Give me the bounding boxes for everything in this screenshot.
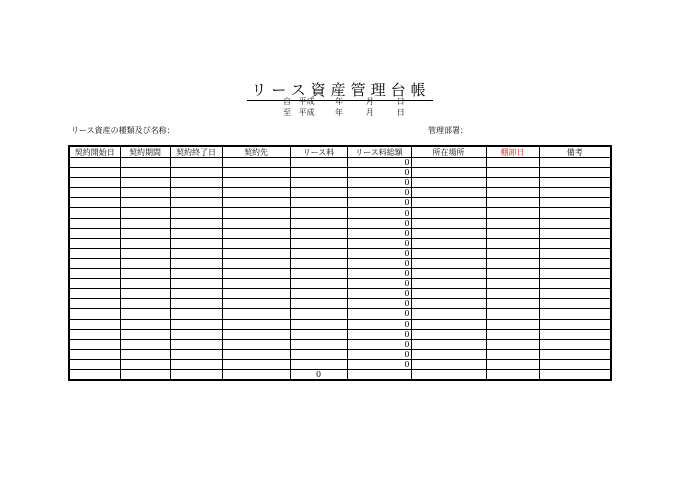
- table-cell[interactable]: [539, 198, 611, 208]
- table-cell[interactable]: [486, 228, 539, 238]
- table-cell[interactable]: [69, 258, 120, 268]
- table-cell[interactable]: [170, 369, 222, 380]
- table-cell[interactable]: [120, 258, 170, 268]
- table-cell[interactable]: [486, 188, 539, 198]
- table-cell[interactable]: [486, 309, 539, 319]
- table-cell[interactable]: [222, 339, 290, 349]
- period-from-day: 日: [396, 97, 405, 106]
- table-cell[interactable]: [222, 208, 290, 218]
- table-cell[interactable]: [222, 188, 290, 198]
- table-cell[interactable]: [170, 339, 222, 349]
- table-cell[interactable]: [486, 218, 539, 228]
- table-cell[interactable]: [120, 279, 170, 289]
- table-cell[interactable]: [290, 299, 347, 309]
- table-cell[interactable]: [170, 198, 222, 208]
- table-cell[interactable]: [222, 258, 290, 268]
- table-cell[interactable]: [539, 269, 611, 279]
- table-cell[interactable]: [290, 279, 347, 289]
- column-header-2: 契約終了日: [170, 146, 222, 158]
- table-cell[interactable]: [222, 319, 290, 329]
- table-cell[interactable]: [539, 218, 611, 228]
- table-cell[interactable]: [539, 248, 611, 258]
- table-cell[interactable]: 0: [347, 289, 411, 299]
- table-row: [69, 208, 611, 218]
- table-cell[interactable]: [170, 248, 222, 258]
- department-label: 管理部署：: [428, 126, 468, 135]
- column-header-8: 備考: [539, 146, 611, 158]
- table-cell[interactable]: [170, 269, 222, 279]
- table-cell[interactable]: [69, 168, 120, 178]
- table-cell[interactable]: [120, 309, 170, 319]
- table-cell[interactable]: [170, 299, 222, 309]
- table-cell[interactable]: [539, 188, 611, 198]
- table-cell[interactable]: [411, 319, 486, 329]
- table-cell[interactable]: [69, 188, 120, 198]
- table-cell[interactable]: [486, 299, 539, 309]
- table-row: [69, 168, 611, 178]
- table-cell[interactable]: [290, 258, 347, 268]
- table-row: [69, 228, 611, 238]
- table-cell[interactable]: [486, 359, 539, 369]
- table-cell[interactable]: [69, 309, 120, 319]
- table-cell[interactable]: 0: [347, 178, 411, 188]
- table-cell[interactable]: [411, 198, 486, 208]
- table-row: [69, 258, 611, 268]
- table-cell[interactable]: [120, 289, 170, 299]
- column-header-6: 所在場所: [411, 146, 486, 158]
- table-cell[interactable]: [222, 359, 290, 369]
- period-from-era: 平成: [298, 97, 315, 106]
- table-row: [69, 309, 611, 319]
- table-cell[interactable]: [222, 299, 290, 309]
- table-cell[interactable]: [69, 208, 120, 218]
- table-cell[interactable]: [539, 299, 611, 309]
- table-cell[interactable]: [170, 258, 222, 268]
- table-cell[interactable]: [347, 369, 411, 380]
- table-cell[interactable]: [539, 329, 611, 339]
- table-cell[interactable]: [290, 208, 347, 218]
- table-cell[interactable]: [170, 238, 222, 248]
- table-row: [69, 188, 611, 198]
- table-cell[interactable]: [290, 158, 347, 168]
- table-cell[interactable]: [170, 218, 222, 228]
- table-cell[interactable]: [222, 329, 290, 339]
- table-cell[interactable]: [290, 349, 347, 359]
- table-cell[interactable]: [120, 228, 170, 238]
- table-cell[interactable]: [222, 198, 290, 208]
- lease-ledger-table: [68, 145, 612, 381]
- table-cell[interactable]: [411, 309, 486, 319]
- table-cell[interactable]: [69, 329, 120, 339]
- table-cell[interactable]: [290, 319, 347, 329]
- table-cell[interactable]: [120, 178, 170, 188]
- table-row: [69, 319, 611, 329]
- table-cell[interactable]: [69, 198, 120, 208]
- period-from-year: 年: [334, 97, 343, 106]
- table-cell[interactable]: [486, 248, 539, 258]
- table-cell[interactable]: [411, 238, 486, 248]
- table-cell[interactable]: [120, 158, 170, 168]
- column-header-4: リース料: [290, 146, 347, 158]
- table-cell[interactable]: [486, 238, 539, 248]
- table-cell[interactable]: [120, 238, 170, 248]
- table-cell[interactable]: 0: [347, 309, 411, 319]
- table-cell[interactable]: [539, 178, 611, 188]
- table-cell[interactable]: [222, 158, 290, 168]
- column-header-3: 契約先: [222, 146, 290, 158]
- table-row: [69, 238, 611, 248]
- table-cell[interactable]: [170, 309, 222, 319]
- table-body: [69, 158, 611, 381]
- table-row: [69, 329, 611, 339]
- table-cell[interactable]: [69, 238, 120, 248]
- table-cell[interactable]: [539, 158, 611, 168]
- table-cell[interactable]: [486, 279, 539, 289]
- table-cell[interactable]: [222, 178, 290, 188]
- table-cell[interactable]: 0: [347, 198, 411, 208]
- table-cell[interactable]: [411, 359, 486, 369]
- table-cell[interactable]: [290, 168, 347, 178]
- period-from: [283, 96, 405, 107]
- table-cell[interactable]: 0: [347, 299, 411, 309]
- table-cell[interactable]: [539, 349, 611, 359]
- table-cell[interactable]: 0: [347, 238, 411, 248]
- table-cell[interactable]: 0: [347, 339, 411, 349]
- table-cell[interactable]: [539, 319, 611, 329]
- table-cell[interactable]: [290, 309, 347, 319]
- table-cell[interactable]: 0: [347, 269, 411, 279]
- table-cell[interactable]: 0: [347, 248, 411, 258]
- table-cell[interactable]: [411, 369, 486, 380]
- table-cell[interactable]: [411, 228, 486, 238]
- table-cell[interactable]: [290, 238, 347, 248]
- table-row: [69, 198, 611, 208]
- column-header-5: リース料総額: [347, 146, 411, 158]
- table-cell[interactable]: [170, 208, 222, 218]
- table-row: [69, 269, 611, 279]
- period-to-era: 平成: [298, 108, 315, 117]
- table-cell[interactable]: [486, 158, 539, 168]
- table-cell[interactable]: [222, 248, 290, 258]
- table-cell[interactable]: [411, 208, 486, 218]
- table-cell[interactable]: [411, 339, 486, 349]
- period-to-year: 年: [334, 108, 343, 117]
- table-row: [69, 359, 611, 369]
- table-cell[interactable]: [486, 339, 539, 349]
- table-cell[interactable]: [170, 279, 222, 289]
- table-cell[interactable]: 0: [347, 158, 411, 168]
- table-cell[interactable]: 0: [347, 228, 411, 238]
- table-cell[interactable]: 0: [347, 208, 411, 218]
- column-header-0: 契約開始日: [69, 146, 120, 158]
- table-row: [69, 248, 611, 258]
- table-cell[interactable]: 0: [290, 369, 347, 380]
- table-cell[interactable]: [539, 208, 611, 218]
- period-to-day: 日: [396, 108, 405, 117]
- table-cell[interactable]: [170, 319, 222, 329]
- table-row: [69, 339, 611, 349]
- table-cell[interactable]: [290, 289, 347, 299]
- period-to-prefix: 至: [283, 108, 291, 117]
- table-cell[interactable]: 0: [347, 218, 411, 228]
- table-cell[interactable]: [539, 258, 611, 268]
- table-cell[interactable]: [69, 218, 120, 228]
- table-cell[interactable]: [486, 329, 539, 339]
- table-cell[interactable]: 0: [347, 258, 411, 268]
- table-row: [69, 279, 611, 289]
- table-cell[interactable]: [69, 279, 120, 289]
- table-cell[interactable]: [411, 168, 486, 178]
- table-cell[interactable]: 0: [347, 359, 411, 369]
- table-cell[interactable]: [170, 359, 222, 369]
- table-cell[interactable]: [222, 309, 290, 319]
- table-row: [69, 218, 611, 228]
- table-cell[interactable]: [539, 168, 611, 178]
- table-cell[interactable]: [539, 228, 611, 238]
- table-cell[interactable]: [486, 319, 539, 329]
- table-cell[interactable]: [539, 289, 611, 299]
- table-cell[interactable]: [290, 339, 347, 349]
- table-cell[interactable]: [120, 188, 170, 198]
- table-cell[interactable]: [411, 349, 486, 359]
- column-header-1: 契約期間: [120, 146, 170, 158]
- table-cell[interactable]: [69, 228, 120, 238]
- table-cell[interactable]: [411, 248, 486, 258]
- table-cell[interactable]: [539, 369, 611, 380]
- asset-type-label: リース資産の種類及び名称：: [71, 126, 175, 135]
- table-cell[interactable]: [290, 198, 347, 208]
- table-cell[interactable]: [486, 349, 539, 359]
- table-cell[interactable]: [69, 158, 120, 168]
- table-cell[interactable]: [170, 329, 222, 339]
- table-cell[interactable]: [120, 299, 170, 309]
- table-row: [69, 369, 611, 380]
- table-cell[interactable]: [170, 178, 222, 188]
- table-cell[interactable]: [120, 329, 170, 339]
- table-cell[interactable]: [539, 359, 611, 369]
- table-cell[interactable]: [170, 349, 222, 359]
- table-cell[interactable]: [290, 248, 347, 258]
- table-cell[interactable]: [120, 208, 170, 218]
- table-cell[interactable]: [69, 339, 120, 349]
- table-cell[interactable]: 0: [347, 279, 411, 289]
- table-row: [69, 178, 611, 188]
- table-cell[interactable]: [69, 349, 120, 359]
- table-cell[interactable]: [486, 269, 539, 279]
- table-cell[interactable]: 0: [347, 168, 411, 178]
- table-row: [69, 289, 611, 299]
- table-cell[interactable]: [120, 198, 170, 208]
- period-from-prefix: 自: [283, 97, 291, 106]
- table-cell[interactable]: [69, 359, 120, 369]
- table-cell[interactable]: [222, 228, 290, 238]
- table-cell[interactable]: [170, 158, 222, 168]
- table-cell[interactable]: [290, 269, 347, 279]
- table-cell[interactable]: [120, 319, 170, 329]
- table-cell[interactable]: [69, 248, 120, 258]
- table-cell[interactable]: [539, 339, 611, 349]
- table-cell[interactable]: [120, 168, 170, 178]
- table-cell[interactable]: [120, 269, 170, 279]
- table-cell[interactable]: [222, 289, 290, 299]
- table-cell[interactable]: [411, 158, 486, 168]
- period-to: [283, 107, 405, 118]
- table-cell[interactable]: [170, 168, 222, 178]
- table-cell[interactable]: [290, 228, 347, 238]
- table-cell[interactable]: [69, 369, 120, 380]
- table-cell[interactable]: [411, 258, 486, 268]
- table-cell[interactable]: [486, 258, 539, 268]
- table-row: [69, 299, 611, 309]
- table-cell[interactable]: [411, 218, 486, 228]
- table-cell[interactable]: 0: [347, 329, 411, 339]
- table-cell[interactable]: [120, 248, 170, 258]
- table-cell[interactable]: [222, 349, 290, 359]
- table-cell[interactable]: [120, 218, 170, 228]
- table-cell[interactable]: [486, 178, 539, 188]
- table-cell[interactable]: [411, 188, 486, 198]
- table-cell[interactable]: [411, 329, 486, 339]
- table-cell[interactable]: [120, 339, 170, 349]
- table-cell[interactable]: [411, 299, 486, 309]
- table-cell[interactable]: [170, 228, 222, 238]
- table-cell[interactable]: [486, 168, 539, 178]
- table-cell[interactable]: [411, 279, 486, 289]
- table-cell[interactable]: 0: [347, 319, 411, 329]
- table-cell[interactable]: [222, 218, 290, 228]
- table-row: [69, 158, 611, 168]
- table-cell[interactable]: [290, 359, 347, 369]
- table-cell[interactable]: [222, 238, 290, 248]
- table-cell[interactable]: [69, 178, 120, 188]
- table-cell[interactable]: [222, 269, 290, 279]
- table-cell[interactable]: [69, 289, 120, 299]
- table-cell[interactable]: [222, 279, 290, 289]
- table-cell[interactable]: [120, 359, 170, 369]
- table-cell[interactable]: [69, 299, 120, 309]
- period-to-month: 月: [365, 108, 374, 117]
- table-cell[interactable]: [290, 329, 347, 339]
- table-cell[interactable]: [539, 238, 611, 248]
- column-header-7: 棚卸日: [486, 146, 539, 158]
- table-cell[interactable]: [486, 198, 539, 208]
- table-cell[interactable]: [69, 269, 120, 279]
- table-cell[interactable]: [222, 369, 290, 380]
- period-from-month: 月: [365, 97, 374, 106]
- table-cell[interactable]: [290, 218, 347, 228]
- table-cell[interactable]: [486, 289, 539, 299]
- table-header-row: [69, 146, 611, 158]
- table-cell[interactable]: [539, 309, 611, 319]
- table-cell[interactable]: [411, 289, 486, 299]
- table-cell[interactable]: [290, 178, 347, 188]
- table-row: [69, 349, 611, 359]
- table-cell[interactable]: 0: [347, 349, 411, 359]
- table-cell[interactable]: [120, 369, 170, 380]
- title-text: リース資産管理台帳: [247, 81, 432, 101]
- table-cell[interactable]: [539, 279, 611, 289]
- table-cell[interactable]: [290, 188, 347, 198]
- table-cell[interactable]: [222, 168, 290, 178]
- table-cell[interactable]: [486, 369, 539, 380]
- table-cell[interactable]: [486, 208, 539, 218]
- table-cell[interactable]: [170, 289, 222, 299]
- table-cell[interactable]: [411, 178, 486, 188]
- table-cell[interactable]: [120, 349, 170, 359]
- table-cell[interactable]: [170, 188, 222, 198]
- table-cell[interactable]: [411, 269, 486, 279]
- table-cell[interactable]: [69, 319, 120, 329]
- table-cell[interactable]: 0: [347, 188, 411, 198]
